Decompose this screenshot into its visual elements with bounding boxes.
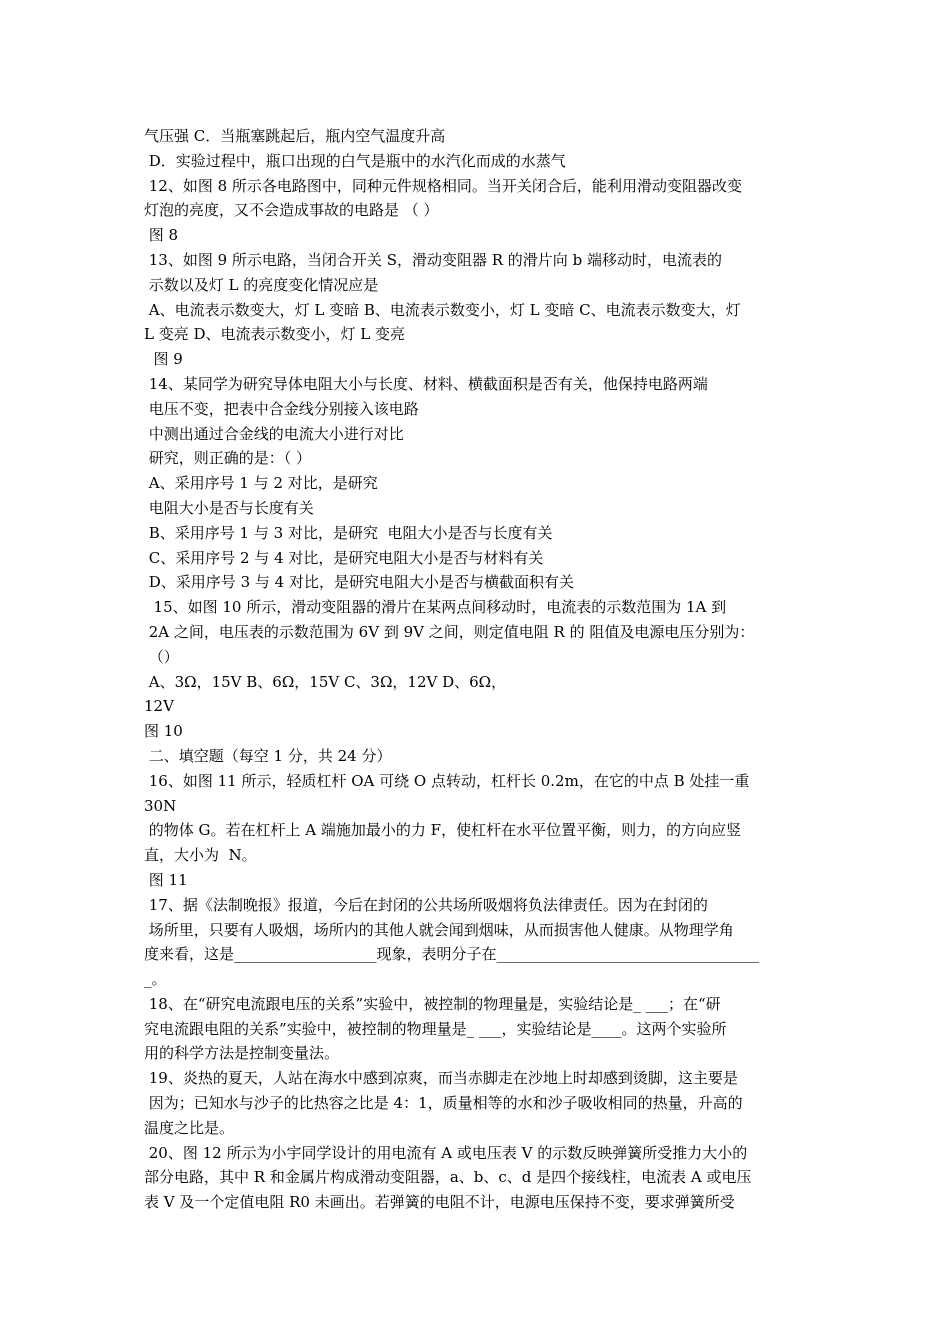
section-heading: 二、填空题（每空 1 分，共 24 分） bbox=[144, 746, 392, 765]
text-line: 20、图 12 所示为小宇同学设计的用电流有 A 或电压表 V 的示数反映弹簧所受推力大小的 bbox=[144, 1143, 748, 1162]
text-line: 电阻大小是否与长度有关 bbox=[144, 498, 314, 517]
text-line: B、采用序号 1 与 3 对比，是研究 电阻大小是否与长度有关 bbox=[144, 523, 553, 542]
text-line: C、采用序号 2 与 4 对比，是研究电阻大小是否与材料有关 bbox=[144, 548, 544, 567]
figure-caption: 图 10 bbox=[144, 722, 183, 741]
text-line: D．实验过程中，瓶口出现的白气是瓶中的水汽化而成的水蒸气 bbox=[144, 151, 566, 170]
text-line: （） bbox=[144, 647, 179, 666]
text-line: 因为；已知水与沙子的比热容之比是 4：1，质量相等的水和沙子吸收相同的热量，升高的 bbox=[144, 1094, 743, 1113]
text-line: 30N bbox=[144, 796, 177, 815]
text-line: 示数以及灯 L 的亮度变化情况应是 bbox=[144, 275, 379, 294]
text-line: 2A 之间，电压表的示数范围为 6V 到 9V 之间，则定值电阻 R 的 阻值及电源电压分别为： bbox=[144, 622, 755, 641]
figure-caption: 图 11 bbox=[144, 870, 188, 889]
text-line: 12、如图 8 所示各电路图中，同种元件规格相同。当开关闭合后，能利用滑动变阻器改变 bbox=[144, 176, 742, 195]
text-line: 研究，则正确的是：（ ） bbox=[144, 449, 312, 468]
text-line: 电压不变，把表中合金线分别接入该电路 bbox=[144, 399, 419, 418]
text-line: A、电流表示数变大，灯 L 变暗 B、电流表示数变小，灯 L 变暗 C、电流表示数变大，灯 bbox=[144, 300, 741, 319]
text-line: D、采用序号 3 与 4 对比，是研究电阻大小是否与横截面积有关 bbox=[144, 573, 574, 592]
text-line: 场所里，只要有人吸烟，场所内的其他人就会闻到烟味，从而损害他人健康。从物理学角 bbox=[144, 920, 734, 939]
text-line: 温度之比是。 bbox=[144, 1118, 235, 1137]
text-line: 15、如图 10 所示，滑动变阻器的滑片在某两点间移动时，电流表的示数范围为 1A 到 bbox=[144, 598, 727, 617]
text-line: A、3Ω，15V B、6Ω，15V C、3Ω，12V D、6Ω， bbox=[144, 672, 507, 691]
text-line: 表 V 及一个定值电阻 R0 未画出。若弹簧的电阻不计，电源电压保持不变，要求弹簧所受 bbox=[144, 1193, 735, 1212]
text-line: 究电流跟电阻的关系”实验中，被控制的物理量是_ ___，实验结论是____。这两个实验所 bbox=[144, 1019, 727, 1038]
text-line: 灯泡的亮度，又不会造成事故的电路是 （ ） bbox=[144, 201, 439, 220]
text-line: _。 bbox=[144, 970, 167, 989]
text-line: 中测出通过合金线的电流大小进行对比 bbox=[144, 424, 404, 443]
text-line: 12V bbox=[144, 697, 174, 716]
text-line: 16、如图 11 所示，轻质杠杆 OA 可绕 O 点转动，杠杆长 0.2m，在它的中点 B 处挂一重 bbox=[144, 771, 750, 790]
text-line: 直，大小为 N。 bbox=[144, 846, 257, 865]
text-line: L 变亮 D、电流表示数变小，灯 L 变亮 bbox=[144, 325, 406, 344]
text-line: A、采用序号 1 与 2 对比，是研究 bbox=[144, 474, 378, 493]
document-body bbox=[144, 124, 810, 1215]
text-line: 18、在“研究电流跟电压的关系”实验中，被控制的物理量是，实验结论是_ ___；在“研 bbox=[144, 994, 721, 1013]
figure-caption: 图 8 bbox=[144, 226, 179, 245]
text-line: 用的科学方法是控制变量法。 bbox=[144, 1044, 340, 1063]
text-line: 的物体 G。若在杠杆上 A 端施加最小的力 F，使杠杆在水平位置平衡，则力，的方向应竖 bbox=[144, 821, 742, 840]
text-line: 度来看，这是___________________现象，表明分子在___________________________________ bbox=[144, 945, 760, 964]
text-line: 19、炎热的夏天，人站在海水中感到凉爽，而当赤脚走在沙地上时却感到烫脚，这主要是 bbox=[144, 1069, 738, 1088]
text-line: 部分电路，其中 R 和金属片构成滑动变阻器，a、b、c、d 是四个接线柱，电流表 A 或电压 bbox=[144, 1168, 752, 1187]
text-line: 气压强 C．当瓶塞跳起后，瓶内空气温度升高 bbox=[144, 127, 446, 145]
text-line: 17、据《法制晚报》报道，今后在封闭的公共场所吸烟将负法律责任。因为在封闭的 bbox=[144, 895, 708, 914]
text-line: 14、某同学为研究导体电阻大小与长度、材料、横截面积是否有关，他保持电路两端 bbox=[144, 374, 708, 393]
text-line: 13、如图 9 所示电路，当闭合开关 S，滑动变阻器 R 的滑片向 b 端移动时，电流表的 bbox=[144, 250, 722, 269]
figure-caption: 图 9 bbox=[144, 350, 183, 369]
